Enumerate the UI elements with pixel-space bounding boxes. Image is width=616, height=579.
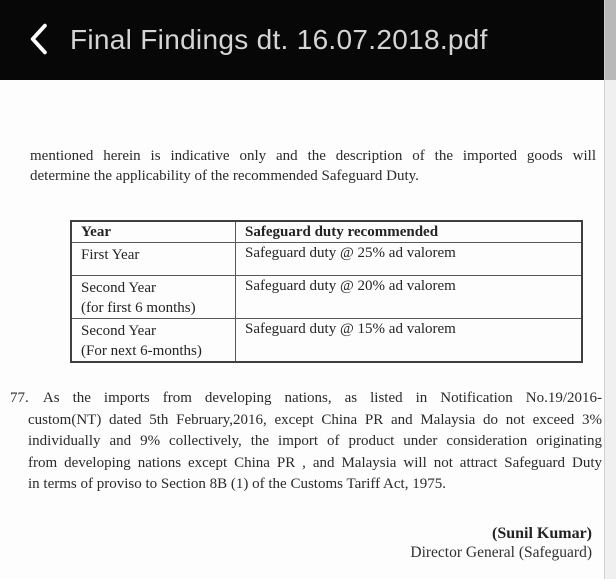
year-column-header: Year: [71, 221, 236, 242]
table-row: [71, 318, 582, 362]
back-chevron-icon: [25, 22, 55, 59]
table-row: [71, 242, 582, 275]
year-cell-line: (For next 6-months): [81, 342, 202, 359]
table-row: [71, 275, 582, 318]
signatory-name: (Sunil Kumar): [491, 525, 592, 542]
year-cell-line: Second Year: [81, 322, 156, 339]
page-right-edge: [604, 0, 616, 579]
signatory-title: Director General (Safeguard): [410, 544, 592, 561]
duty-column-header: Safeguard duty recommended: [236, 221, 583, 242]
duty-cell: Safeguard duty @ 15% ad valorem: [236, 318, 583, 362]
para-77-line: from developing nations except China PR , and Malaysia will not attract Safeguard Duty: [28, 454, 602, 471]
para-77-line: individually and 9% collectively, the import of product under consideration originating: [28, 433, 602, 449]
app-bar-title: Final Findings dt. 16.07.2018.pdf: [70, 24, 488, 55]
para-77-number: 77.: [10, 390, 29, 406]
year-cell: [71, 275, 236, 318]
para-77-line: custom(NT) dated 5th February,2016, except China PR and Malaysia do not exceed 3%: [28, 411, 602, 428]
intro-line: mentioned herein is indicative only and the description of the imported goods will: [30, 148, 596, 164]
paragraph-77: [10, 388, 602, 496]
year-cell-line: Second Year: [81, 279, 156, 296]
year-cell-line: (for first 6 months): [81, 299, 196, 316]
year-cell-line: First Year: [81, 246, 140, 263]
year-cell: [71, 318, 236, 362]
signature-block: [410, 524, 592, 562]
year-cell: [71, 242, 236, 275]
intro-paragraph: [30, 146, 596, 186]
safeguard-duty-table: [70, 220, 583, 363]
page-right-edge-top: [605, 0, 616, 80]
app-bar: [0, 0, 604, 80]
table-header-row: [71, 221, 582, 242]
para-77-line: in terms of proviso to Section 8B (1) of the Customs Tariff Act, 1975.: [28, 476, 446, 492]
para-77-line-text: As the imports from developing nations, as listed in Notification No.19/2016-: [42, 390, 602, 406]
duty-cell: Safeguard duty @ 20% ad valorem: [236, 275, 583, 318]
document-page[interactable]: [0, 80, 604, 579]
para-77-line: [10, 388, 602, 410]
intro-line: determine the applicability of the recommended Safeguard Duty.: [30, 168, 419, 184]
duty-cell: Safeguard duty @ 25% ad valorem: [236, 242, 583, 275]
back-button[interactable]: [20, 20, 60, 60]
